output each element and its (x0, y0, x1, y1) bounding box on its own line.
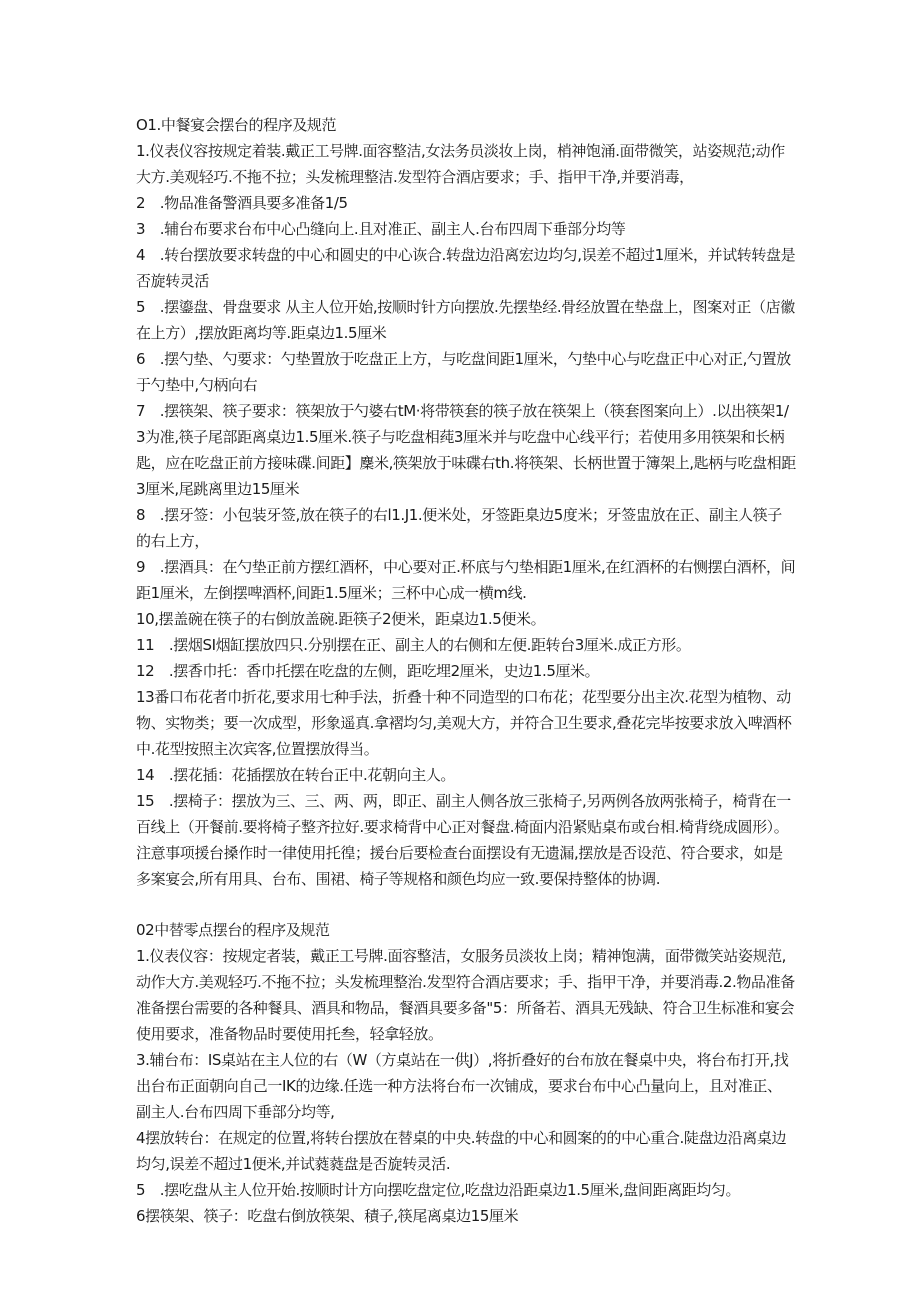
paragraph: 3.辅台布：IS桌站在主人位的右（W（方桌站在一供J）,将折叠好的台布放在餐桌中央，将台布打开,找出台布正面朝向自己一IK的边缘.任选一种方法将台布一次铺成，要求台布中心凸量向上，且对准正、副主人.台布四周下垂部分均等, (136, 1051, 789, 1121)
paragraph: 13番口布花者巾折花,要求用七种手法，折叠十种不同造型的口布花；花型要分出主次.花型为植物、动物、实物类；要一次成型，形象遥真.拿褶均匀,美观大方，并符合卫生要求,叠花完毕按要求放入啤酒杯中.花型按照主次宾客,位置摆放得当。 (136, 688, 792, 758)
paragraph: 2 .物品准备警酒具要多准备1/5 (136, 194, 348, 212)
paragraph: 10,摆盖碗在筷子的右倒放盖碗.距筷子2便米，距桌边1.5便米。 (136, 610, 546, 628)
paragraph: 12 .摆香巾托：香巾托摆在吃盘的左侧，距吃埋2厘米，史边1.5厘米。 (136, 662, 600, 680)
paragraph: 1.仪表仪容按规定着装.戴正工号牌.面容整洁,女法务员淡妆上岗，梢神饱涌.面带微笑，站姿规范;动作大方.美观轻巧.不拖不拉；头发梳理整洁.发型符合酒店要求；手、指甲干净,并要消毒， (136, 142, 785, 186)
paragraph: 5 .摆吃盘从主人位开始.按顺时计方向摆吃盘定位,吃盘边沿距桌边1.5厘米,盘间距离距均匀。 (136, 1181, 741, 1199)
paragraph: 8 .摆牙签：小包装牙签,放在筷子的右l1.J1.便米处，牙签距臬边5度米；牙签盅放在正、副主人筷子的右上方， (136, 506, 782, 550)
section-title: 02中替零点摆台的程序及规范 (136, 921, 330, 939)
section-banquet-setup (136, 112, 796, 892)
paragraph: 6摆筷架、筷子：吃盘右倒放筷架、積子,筷尾离桌边15厘米 (136, 1207, 519, 1225)
section-title: O1.中餐宴会摆台的程序及规范 (136, 116, 337, 134)
paragraph: 11 .摆烟SI烟缸摆放四只.分别摆在正、副主人的右侧和左便.距转台3厘米.成正方形。 (136, 636, 691, 654)
paragraph: 6 .摆勺垫、勺要求：勺垫置放于吃盘正上方，与吃盘间距1厘米，勺垫中心与吃盘正中心对正,勺置放于勺垫中,勺柄向右 (136, 350, 791, 394)
paragraph: 3 .辅台布要求台布中心凸缝向上.且对准正、副主人.台布四周下垂部分均等 (136, 220, 626, 238)
paragraph: 5 .摆鎏盘、骨盘要求 从主人位开始,按顺时针方向摆放.先摆垫经.骨经放置在垫盘上，图案对正（店徽在上方）,摆放距离均等.距桌边1.5厘米 (136, 298, 795, 342)
paragraph: 9 .摆酒具：在勺垫正前方摆红酒杯，中心要对正.杯底与勺垫相距1厘米,在红酒杯的右恻摆白酒杯，间距1厘米，左倒摆啤酒杯,间距1.5厘米；三杯中心成一横m线. (136, 558, 796, 602)
section-a-la-carte-setup (136, 917, 796, 1229)
notes-paragraph: 注意事项援台搡作时一律使用托徨；援台后要检查台面摆设有无遗漏,摆放是否设范、符合要求，如是多案宴会,所有用具、台布、围裙、椅子等规格和颜色均应一致.要保持整体的协调. (136, 844, 783, 888)
paragraph: 14 .摆花插：花插摆放在转台正中.花朝向主人。 (136, 766, 456, 784)
paragraph: 15 .摆椅子：摆放为三、三、两、两，即正、副主人侧各放三张椅子,另两例各放两张椅子，椅背在一百线上（开餐前.要将椅子整齐拉好.要求椅背中心正对餐盘.椅面内沿紧贴桌布或台相.椅背绕成圆形）。 (136, 792, 791, 836)
document-page (136, 112, 796, 1229)
paragraph: 1.仪表仪容：按规定者装，戴正工号牌.面容整洁，女服务员淡妆上岗；精神饱满，面带微笑站姿规范,动作大方.美观轻巧.不拖不拉；头发梳理整治.发型符合酒店要求；手、指甲干净，并要消毒.2.物品准备准备摆台需要的各种餐具、酒具和物品，餐酒具要多备"5：所备若、酒具无残缺、符合卫生标准和宴会使用要求，准备物品时要使用托叁，轻拿轻放。 (136, 947, 795, 1043)
paragraph: 4 .转台摆放要求转盘的中心和圆史的中心诙合.转盘边沿离宏边均匀,误差不超过1厘米，并试转转盘是否旋转灵活 (136, 246, 796, 290)
paragraph: 4摆放转台：在规定的位置,将转台摆放在替桌的中央.转盘的中心和圆案的的中心重合.陡盘边沿离桌边均匀,误差不超过1便米,并试蕤蕤盘是否旋转灵活. (136, 1129, 787, 1173)
paragraph: 7 .摆筷架、筷子要求：筷架放于勺婆右tM·将带筷套的筷子放在筷架上（筷套图案向上）.以出筷架1/3为准,筷子尾部距离桌边1.5厘米.筷子与吃盘相莼3厘米并与吃盘中心线平行；若使用多用筷架和长柄匙，应在吃盘正前方接味碟.间距】麇米,筷架放于味碟右th.将筷架、长柄世置于簿架上,匙柄与吃盘相距3厘米,尾跳离里边15厘米 (136, 402, 796, 498)
